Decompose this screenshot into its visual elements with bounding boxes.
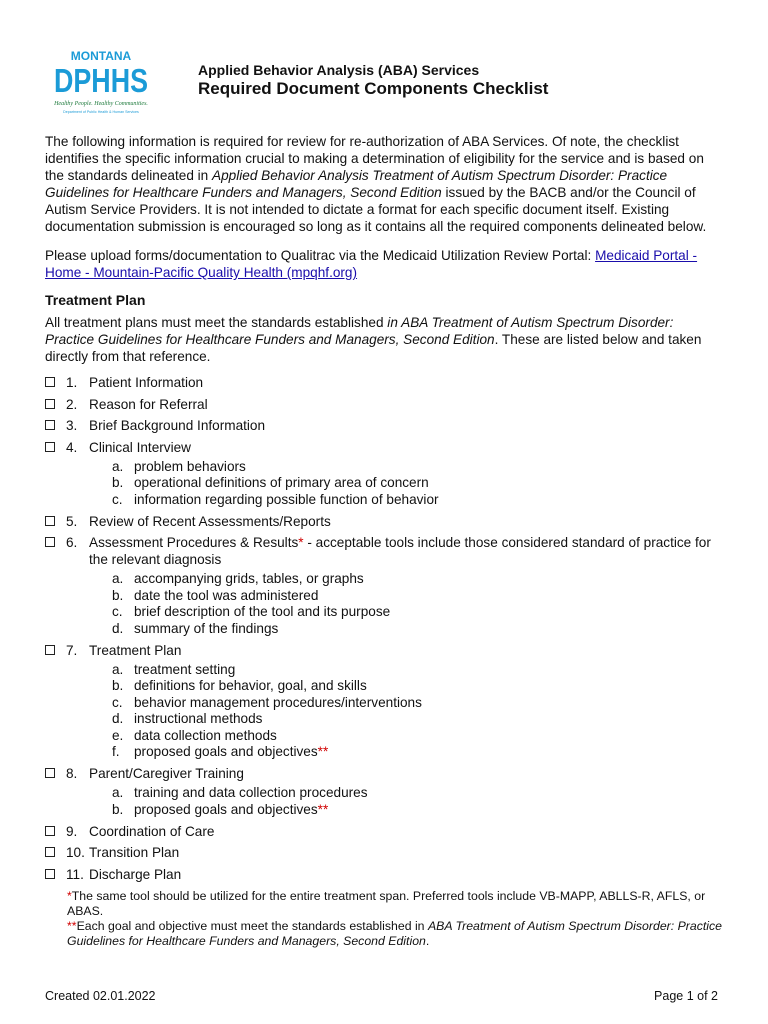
sub-item — [112, 475, 725, 492]
item-number: 7. — [66, 642, 78, 658]
header-line1: Applied Behavior Analysis (ABA) Services — [198, 62, 480, 78]
checklist-item — [45, 513, 725, 530]
item-number: 11. — [66, 866, 84, 882]
sub-item-label: brief description of the tool and its purpose — [134, 604, 391, 619]
checklist-item — [45, 534, 725, 637]
sub-item-label: data collection methods — [134, 727, 277, 743]
sub-item — [112, 744, 725, 761]
sub-item-letter: b. — [112, 587, 124, 603]
sub-item-letter: b. — [112, 475, 124, 490]
checkbox[interactable] — [45, 377, 55, 387]
sub-item-label: instructional methods — [134, 711, 263, 726]
sub-item — [112, 728, 725, 745]
sub-item-label: operational definitions of primary area of concern — [134, 475, 429, 490]
sub-item-letter: c. — [112, 694, 123, 710]
sub-item — [112, 459, 725, 476]
logo-tagline: Healthy People. Healthy Communities. — [54, 101, 148, 107]
sub-item — [112, 785, 725, 802]
document-header — [198, 62, 548, 99]
sub-item-letter: d. — [112, 711, 124, 726]
sub-item — [112, 492, 725, 509]
item-number: 2. — [66, 396, 78, 412]
sub-item — [112, 678, 725, 695]
upload-paragraph: Please upload forms/documentation to Qualitrac via the Medicaid Utilization Review Portal: Medicaid Portal - Home - Mountain-Pacific Quality Health (mpqhf.org) — [45, 248, 698, 280]
checkbox[interactable] — [45, 869, 55, 879]
sub-item-label: accompanying grids, tables, or graphs — [134, 571, 364, 586]
checklist-item — [45, 374, 725, 391]
header-title: Required Document Components Checklist — [198, 79, 549, 98]
sub-list — [89, 459, 725, 509]
sub-item-label: summary of the findings — [134, 620, 279, 636]
sub-item-label: proposed goals and objectives — [134, 801, 318, 817]
item-label: Coordination of Care — [89, 823, 215, 839]
checklist-item — [45, 439, 725, 509]
sub-item-letter: b. — [112, 678, 124, 693]
checklist-item — [45, 866, 725, 883]
logo-acronym: DPHHS — [54, 62, 148, 99]
checklist-item — [45, 417, 725, 434]
item-detail: - acceptable tools include those considered standard of practice for the relevant diagnosis — [89, 535, 711, 567]
checklist — [45, 374, 725, 883]
sub-item-label: behavior management procedures/interventions — [134, 694, 422, 710]
item-label: Transition Plan — [89, 845, 180, 860]
sub-item — [112, 621, 725, 638]
treatment-description: All treatment plans must meet the standards established in ABA Treatment of Autism Spectrum Disorder: Practice Guidelines for Healthcare Funders and Managers, Second Edition. These are listed below and taken directly from that reference. — [45, 315, 702, 364]
item-number: 5. — [66, 513, 78, 529]
sub-item — [112, 662, 725, 679]
sub-item — [112, 695, 725, 712]
sub-item-label: date the tool was administered — [134, 587, 319, 603]
item-label: Parent/Caregiver Training — [89, 766, 244, 781]
checkbox[interactable] — [45, 537, 55, 547]
checkbox[interactable] — [45, 420, 55, 430]
checkbox[interactable] — [45, 826, 55, 836]
checkbox[interactable] — [45, 645, 55, 655]
sub-item-letter: e. — [112, 727, 124, 743]
sub-item-letter: a. — [112, 571, 124, 586]
checklist-item — [45, 396, 725, 413]
item-label: Treatment Plan — [89, 642, 182, 658]
sub-item — [112, 571, 725, 588]
sub-item — [112, 802, 725, 819]
checklist-item — [45, 765, 725, 818]
checkbox[interactable] — [45, 442, 55, 452]
item-number: 1. — [66, 375, 78, 390]
sub-item-label: problem behaviors — [134, 458, 246, 474]
item-number: 9. — [66, 823, 78, 839]
item-label: Discharge Plan — [89, 866, 182, 882]
sub-item-letter: d. — [112, 620, 124, 636]
footnote-marker: ** — [317, 801, 329, 817]
intro-paragraph: The following information is required for review for re-authorization of ABA Services. Of note, the checklist identifies the specific information crucial to making a determination of eligibility for the service and is based on the standards delineated in Applied Behavior Analysis Treatment of Autism Spectrum Disorder: Practice Guidelines for Healthcare Funders and Managers, Second Edition issued by the BACB and/or the Council of Autism Service Providers. It is not intended to dictate a format for each specific document itself. Existing documentation submission is encouraged so long as it contains all the required components delineated below. — [45, 134, 707, 234]
sub-item-letter: a. — [112, 458, 124, 474]
sub-list — [89, 785, 725, 818]
checklist-item — [45, 844, 725, 861]
logo-state: MONTANA — [70, 49, 132, 63]
checkbox[interactable] — [45, 768, 55, 778]
footnotes — [67, 889, 725, 949]
sub-item-letter: c. — [112, 604, 123, 619]
sub-item-letter: b. — [112, 801, 124, 817]
sub-item — [112, 604, 725, 621]
item-label: Clinical Interview — [89, 439, 191, 455]
checkbox[interactable] — [45, 847, 55, 857]
sub-item-letter: a. — [112, 785, 124, 800]
item-number: 8. — [66, 766, 78, 781]
document-body — [45, 133, 725, 949]
item-number: 10. — [66, 845, 85, 860]
created-date: Created 02.01.2022 — [45, 989, 156, 1003]
sub-item-label: treatment setting — [134, 661, 236, 677]
checklist-item — [45, 823, 725, 840]
item-label: Assessment Procedures & Results — [89, 535, 299, 550]
footnote-marker: ** — [317, 744, 329, 759]
sub-item-label: information regarding possible function of behavior — [134, 491, 439, 507]
sub-item-letter: c. — [112, 491, 123, 507]
sub-list — [89, 662, 725, 761]
sub-list — [89, 571, 725, 637]
footnote-marker: * — [298, 535, 304, 550]
sub-item-letter: f. — [112, 744, 120, 759]
item-label: Reason for Referral — [89, 396, 208, 412]
item-number: 6. — [66, 535, 78, 550]
sub-item — [112, 588, 725, 605]
sub-item-letter: a. — [112, 661, 124, 677]
logo-dept: Department of Public Health & Human Services — [63, 110, 139, 114]
dphhs-logo — [50, 48, 152, 118]
medicaid-portal-link[interactable]: Medicaid Portal - Home - Mountain-Pacific Quality Health (mpqhf.org) — [45, 248, 698, 280]
item-label: Review of Recent Assessments/Reports — [89, 513, 331, 529]
sub-item-label: training and data collection procedures — [134, 785, 368, 800]
item-label: Brief Background Information — [89, 418, 266, 433]
checklist-item — [45, 642, 725, 761]
page-number: Page 1 of 2 — [654, 989, 718, 1003]
checkbox[interactable] — [45, 399, 55, 409]
footnote-2: **Each goal and objective must meet the standards established in ABA Treatment of Autism Spectrum Disorder: Practice Guidelines for Healthcare Funders and Managers, Second Edition. — [67, 918, 723, 948]
section-heading: Treatment Plan — [45, 292, 146, 308]
item-number: 3. — [66, 418, 78, 433]
sub-item — [112, 711, 725, 728]
checkbox[interactable] — [45, 516, 55, 526]
item-number: 4. — [66, 439, 78, 455]
sub-item-label: definitions for behavior, goal, and skills — [134, 678, 367, 693]
sub-item-label: proposed goals and objectives — [134, 744, 318, 759]
footnote-1: *The same tool should be utilized for the entire treatment span. Preferred tools include VB-MAPP, ABLLS-R, AFLS, or ABAS. — [67, 888, 706, 918]
item-label: Patient Information — [89, 375, 204, 390]
